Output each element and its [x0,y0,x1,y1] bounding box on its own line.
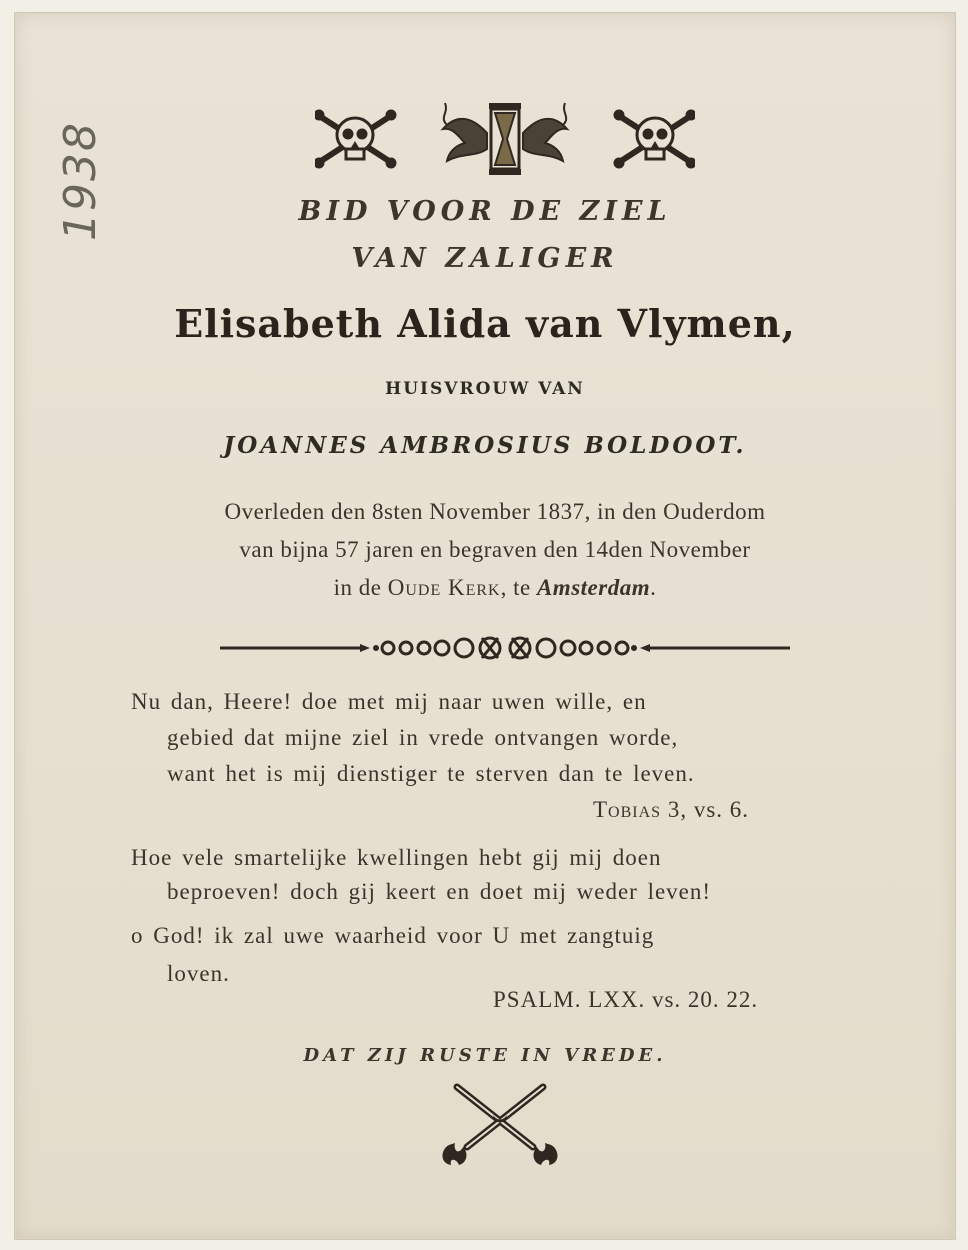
wife-of-label: HUISVROUW VAN [385,379,585,399]
deceased-name: Elisabeth Alida van Vlymen, [174,301,796,346]
top-ornament-row [315,95,695,183]
verse1-reference [593,797,749,823]
city-name: Amsterdam [536,575,651,600]
skull-crossbones-icon [315,110,396,168]
death-notice-mid: , te [500,575,537,600]
verse1-line-1: Nu dan, Heere! doe met mij naar uwen wille, en [131,689,647,714]
verse2-line-1: Hoe vele smartelijke kwellingen hebt gij mij doen [131,845,662,870]
death-notice-suffix: . [650,575,657,600]
heading-line-2: VAN ZALIGER [351,243,619,274]
verse2-line-3: o God! ik zal uwe waarheid voor U met zangtuig [131,923,655,948]
heading-line-1: BID VOOR DE ZIEL [298,196,672,227]
closing-line: DAT ZIJ RUSTE IN VREDE. [303,1045,667,1066]
husband-name: JOANNES AMBROSIUS BOLDOOT. [223,432,747,459]
death-notice-line-2: van bijna 57 jaren en begraven den 14den November [239,537,751,562]
winged-hourglass-icon [443,103,567,175]
verse2-reference: PSALM. LXX. vs. 20. 22. [493,987,759,1012]
verse1-ref-book: Tobias [593,797,662,822]
death-notice [105,493,885,607]
memorial-card [14,12,956,1240]
death-notice-prefix: in de [333,575,388,600]
crossed-torches-icon [435,1075,565,1171]
skull-crossbones-icon [614,110,695,168]
verse1-line-3: want het is mij dienstiger te sterven dan te leven. [167,761,695,786]
church-name: Oude Kerk [387,575,501,600]
verse2-line-4: loven. [167,961,230,986]
verse1-line-2: gebied dat mijne ziel in vrede ontvangen worde, [167,725,679,750]
death-notice-line-3 [105,569,885,607]
handwritten-number: 1938 [55,121,106,241]
verse1-ref-rest: 3, vs. 6. [661,797,750,822]
scroll-divider-ornament [220,631,790,665]
verse2-line-2: beproeven! doch gij keert en doet mij weder leven! [167,879,712,904]
death-notice-line-1: Overleden den 8sten November 1837, in den Ouderdom [224,499,766,524]
